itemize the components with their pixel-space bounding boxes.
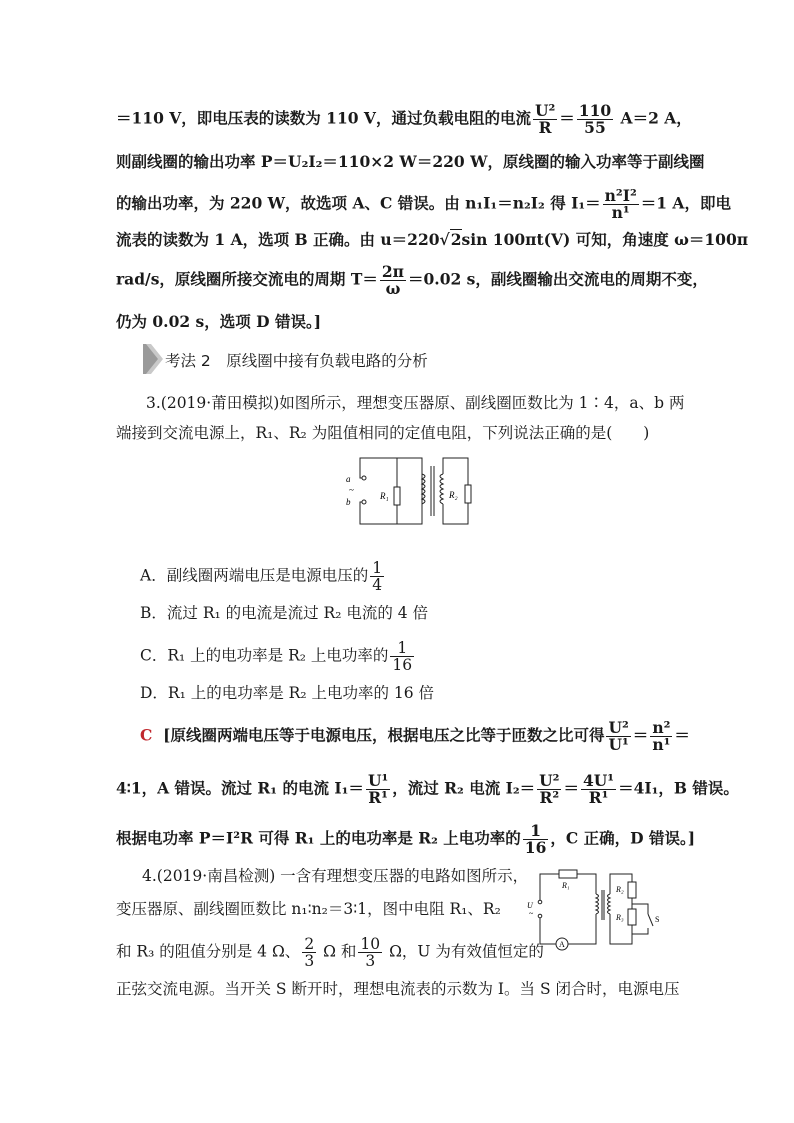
q4-label-tilde: ~ — [529, 909, 534, 918]
ammeter-icon: A — [559, 940, 565, 949]
fraction: $\frac{\text{U²}}{\text{U¹}}$ — [608, 718, 629, 754]
text-line-3: 的输出功率，为 220 W，故选项 A、C 错误。由 n₁I₁＝n₂I₂ 得 I₁＝ $\frac{\text{n²I²}}{\text{n¹}}$ ＝1 A，即电 — [116, 186, 731, 222]
fraction: $\frac{10}{3}$ — [360, 935, 381, 970]
section-heading-text: 考法 2 原线圈中接有负载电路的分析 — [165, 352, 428, 370]
fraction: $\frac{\text{n²}}{\text{n¹}}$ — [652, 718, 671, 754]
q4-line-2: 变压器原、副线圈匝数比 n₁∶n₂＝3∶1，图中电阻 R₁、R₂ — [116, 900, 501, 918]
fraction: $\frac{\text{n²I²}}{\text{n¹}}$ — [604, 186, 637, 222]
q3-answer-line-2: 4∶1，A 错误。流过 R₁ 的电流 I₁＝ $\frac{\text{U¹}}{\text{R¹}}$ ，流过 R₂ 电流 I₂＝ $\frac{\text{U²}}{\text{R²}}$ ＝ $\frac{\text{4U¹}}{\text{R¹}}$ ＝4I₁，B 错误。 — [116, 771, 739, 807]
q4-circuit-diagram — [524, 864, 670, 954]
sqrt-symbol: √ — [439, 230, 450, 249]
fraction: $\frac{2\pi}{\omega}$ — [381, 262, 405, 298]
fraction: $\frac{1}{16}$ — [524, 821, 547, 857]
q4-line-1: 4.(2019·南昌检测) 一含有理想变压器的电路如图所示， — [142, 867, 529, 885]
q3-label-b: b — [346, 497, 351, 507]
fraction: $\frac{\text{U¹}}{\text{R¹}}$ — [367, 771, 389, 807]
q3-circuit-diagram — [340, 452, 480, 530]
fraction: $\frac{\text{U²}}{\text{R²}}$ — [539, 771, 560, 807]
terminal-b — [362, 500, 366, 504]
text-line-4: 流表的读数为 1 A，选项 B 正确。由 u＝220√2sin 100πt(V) 可知，角速度 ω＝100π — [116, 230, 749, 249]
q3-label-r1: R₁ — [380, 491, 389, 501]
text-line-2: 则副线圈的输出功率 P＝U₂I₂＝110×2 W＝220 W，原线圈的输入功率等于副线圈 — [116, 152, 705, 171]
q3-option-d: D．R₁ 上的电功率是 R₂ 上电功率的 16 倍 — [140, 684, 435, 702]
q3-label-tilde: ~ — [349, 485, 354, 495]
q4-line-3: 和 R₃ 的阻值分别是 4 Ω、 $\frac{2}{3}$ Ω 和 $\frac{10}{3}$ Ω，U 为有效值恒定的 — [116, 935, 544, 970]
text-seg: ＝110 V，即电压表的读数为 110 V，通过负载电阻的电流 — [116, 108, 531, 128]
section-heading — [143, 344, 663, 374]
fraction: $\frac{\text{U²}}{R}$ — [534, 101, 556, 137]
q3-answer-line-1: C [原线圈两端电压等于电源电压，根据电压之比等于匝数之比可得 $\frac{\text{U²}}{\text{U¹}}$ ＝ $\frac{\text{n²}}{\text{n¹}}$ ＝ — [140, 718, 690, 754]
fraction: $\frac{1}{4}$ — [372, 559, 383, 594]
q4-label-r3: R₃ — [616, 913, 624, 922]
q3-option-c: C．R₁ 上的电功率是 R₂ 上电功率的 $\frac{1}{16}$ — [140, 639, 413, 674]
q3-stem-line-2: 端接到交流电源上，R₁、R₂ 为阻值相同的定值电阻，下列说法正确的是( ) — [116, 424, 650, 442]
text-line-5: rad/s，原线圈所接交流电的周期 T＝ $\frac{2\pi}{\omega}$ ＝0.02 s，副线圈输出交流电的周期不变， — [116, 262, 708, 298]
fraction: $\frac{110}{55}$ — [578, 101, 612, 137]
terminal-top — [538, 900, 542, 904]
text-line-1: ＝110 V，即电压表的读数为 110 V，通过负载电阻的电流 $\frac{\text{U²}}{R}$ ＝ $\frac{110}{55}$ A＝2 A， — [116, 101, 692, 137]
q3-option-a: A．副线圈两端电压是电源电压的 $\frac{1}{4}$ — [140, 559, 383, 594]
q4-label-r2: R₂ — [616, 885, 624, 894]
q4-label-r1: R₁ — [562, 881, 570, 890]
terminal-a — [362, 476, 366, 480]
fraction: $\frac{1}{16}$ — [392, 639, 413, 674]
q3-label-r2: R₂ — [449, 490, 458, 500]
q3-label-a: a — [346, 474, 351, 484]
q4-line-4: 正弦交流电源。当开关 S 断开时，理想电流表的示数为 I。当 S 闭合时，电源电压 — [116, 980, 680, 998]
heading-arrow-icon — [143, 344, 165, 374]
terminal-bottom — [538, 914, 542, 918]
q4-label-u: U — [527, 901, 533, 910]
sqrt-radicand: 2 — [450, 230, 462, 249]
q3-option-b: B．流过 R₁ 的电流是流过 R₂ 电流的 4 倍 — [140, 604, 429, 622]
q3-answer-line-3: 根据电功率 P＝I²R 可得 R₁ 上的电功率是 R₂ 上电功率的 $\frac{1}{16}$ ，C 正确，D 错误。] — [116, 821, 696, 857]
q4-label-s: S — [655, 915, 660, 924]
fraction: $\frac{2}{3}$ — [304, 935, 315, 970]
answer-letter: C — [140, 725, 153, 745]
fraction: $\frac{\text{4U¹}}{\text{R¹}}$ — [582, 771, 615, 807]
q3-stem-line-1: 3.(2019·莆田模拟)如图所示，理想变压器原、副线圈匝数比为 1∶4，a、b 两 — [146, 394, 685, 412]
text-line-6: 仍为 0.02 s，选项 D 错误。] — [116, 312, 322, 331]
